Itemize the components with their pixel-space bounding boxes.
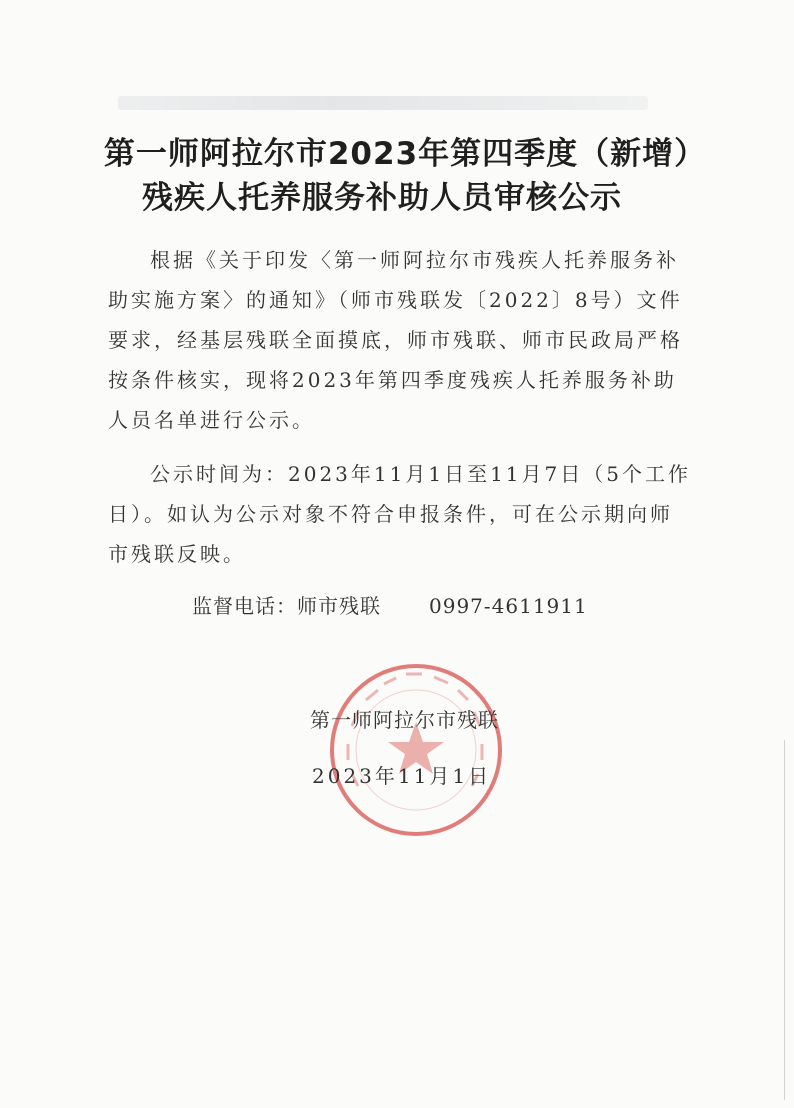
contact-phone: 0997-4611911 (429, 594, 588, 618)
bleed-through-mark (118, 96, 648, 110)
paragraph-basis (108, 240, 692, 440)
contact-label: 监督电话：师市残联 (192, 594, 381, 618)
signature-date: 2023年11月1日 (312, 764, 492, 788)
supervision-contact (192, 590, 588, 619)
signature-organization: 第一师阿拉尔市残联 (310, 708, 499, 732)
paragraph-period (108, 454, 692, 574)
title-line-1: 第一师阿拉尔市2023年第四季度（新增） (103, 136, 707, 172)
paragraph-period-text: 公示时间为：2023年11月1日至11月7日（5个工作日）。如认为公示对象不符合申报条件，可在公示期向师市残联反映。 (108, 462, 691, 566)
official-seal-stamp (326, 660, 506, 840)
scan-edge-line (784, 740, 785, 1100)
title-line-2: 残疾人托养服务补助人员审核公示 (142, 180, 622, 216)
paragraph-basis-text: 根据《关于印发〈第一师阿拉尔市残疾人托养服务补助实施方案〉的通知》（师市残联发〔2022〕8号）文件要求，经基层残联全面摸底，师市残联、师市民政局严格按条件核实，现将2023年第四季度残疾人托养服务补助人员名单进行公示。 (108, 248, 683, 432)
